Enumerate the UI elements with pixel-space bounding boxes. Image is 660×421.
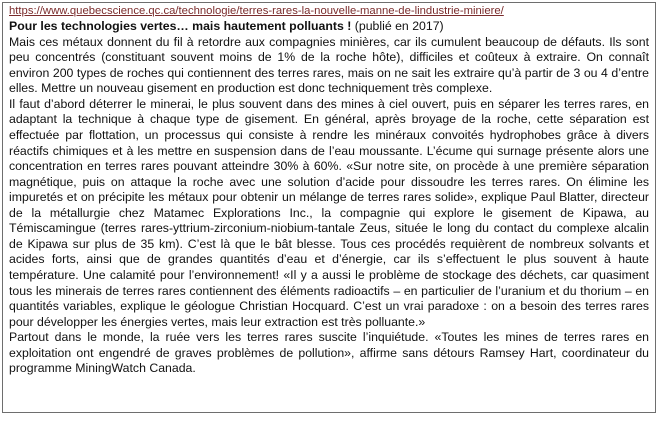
article-heading bbox=[9, 19, 649, 35]
publication-note: (publié en 2017) bbox=[354, 19, 444, 34]
paragraph-3: Partout dans le monde, la ruée vers les terres rares suscite l’inquiétude. «Toutes les mines de terres rares en exploitation ont engendré de graves problèmes de pollution», affirme sans détours Ramsey Hart, coordinateur du programme MiningWatch Canada. bbox=[9, 330, 649, 376]
paragraph-2: Il faut d’abord déterrer le minerai, le plus souvent dans des mines à ciel ouvert, puis en séparer les terres rares, en adaptant la technique à chaque type de gisement. En général, après broyage de la roche, cette séparation est effectuée par flottation, un processus qui consiste à rendre les minéraux convoités hydrophobes grâce à divers réactifs chimiques et à les mettre en suspension dans de l’eau moussante. L’écume qui surnage présente alors une concentration en terres rares pouvant atteindre 30% à 60%. «Sur notre site, on procède à une première séparation magnétique, puis on attaque la roche avec une solution d’acide pour dissoudre les terres rares. On élimine les impuretés et on précipite les métaux pour obtenir un mélange de terres rares solide», explique Paul Blatter, directeur de la métallurgie chez Matamec Explorations Inc., la compagnie qui explore le gisement de Kipawa, au Témiscamingue (terres rares-yttrium-zirconium-niobium-tantale Zeus, située le long du contact du complexe alcalin de Kipawa sur plus de 35 km). C’est là que le bât blesse. Tous ces procédés requièrent de nombreux solvants et acides forts, ainsi que de grandes quantités d’eau et d’énergie, car ils s’effectuent le plus souvent à haute température. Une calamité pour l’environnement! «Il y a aussi le problème de stockage des déchets, car quasiment tous les minerais de terres rares contiennent des éléments radioactifs – en particulier de l’uranium et du thorium – en quantités variables, explique le géologue Christian Hocquard. C’est un vrai paradoxe : on a besoin des terres rares pour développer les énergies vertes, mais leur extraction est très polluante.» bbox=[9, 96, 649, 329]
document-excerpt-box bbox=[2, 2, 656, 413]
paragraph-1: Mais ces métaux donnent du fil à retordre aux compagnies minières, car ils cumulent beaucoup de défauts. Ils sont peu concentrés (constituant souvent moins de 1% de la roche hôte), difficiles et coûteux à extraire. On connaît environ 200 types de roches qui contiennent des terres rares, mais on ne sait les extraire qu’à partir de 3 ou 4 d’entre elles. Mettre un nouveau gisement en production est donc techniquement très complexe. bbox=[9, 34, 649, 96]
source-url-link[interactable]: https://www.quebecscience.qc.ca/technologie/terres-rares-la-nouvelle-manne-de-lindustrie-miniere/ bbox=[9, 5, 504, 17]
article-title: Pour les technologies vertes… mais hautement polluants ! bbox=[9, 19, 352, 34]
